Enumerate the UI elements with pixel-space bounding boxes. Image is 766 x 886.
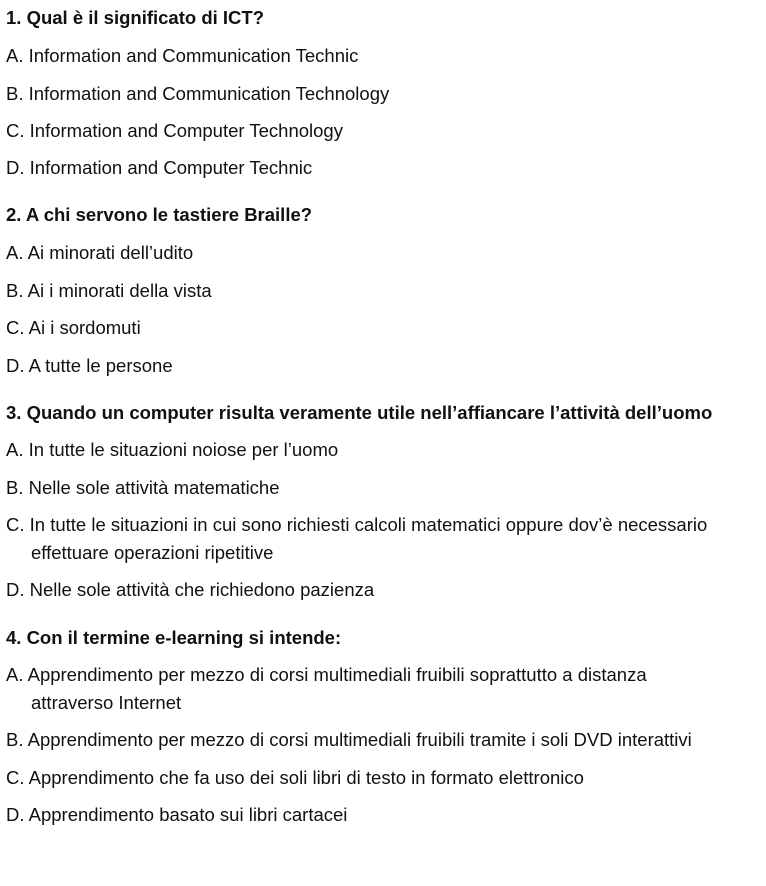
question-1-option-c: C. Information and Computer Technology [6,120,343,141]
question-1-option-a: A. Information and Communication Technic [6,45,359,66]
question-2-option-a: A. Ai minorati dell’udito [6,242,194,263]
question-1-option-b: B. Information and Communication Technology [6,83,390,104]
question-3-option-b: B. Nelle sole attività matematiche [6,477,280,498]
question-3-option-c-continued: effettuare operazioni ripetitive [31,542,274,563]
question-3-option-a: A. In tutte le situazioni noiose per l’uomo [6,439,339,460]
question-3-option-d: D. Nelle sole attività che richiedono pazienza [6,579,375,600]
question-2-option-d: D. A tutte le persone [6,355,173,376]
question-4-title: 4. Con il termine e-learning si intende: [6,627,342,648]
question-4-option-a-continued: attraverso Internet [31,692,182,713]
question-4-option-d: D. Apprendimento basato sui libri cartacei [6,804,348,825]
question-1-option-d: D. Information and Computer Technic [6,157,313,178]
question-2-title: 2. A chi servono le tastiere Braille? [6,204,313,225]
question-3-option-c: C. In tutte le situazioni in cui sono richiesti calcoli matematici oppure dov’è necessario [6,514,708,535]
question-2-option-c: C. Ai i sordomuti [6,317,141,338]
question-4-option-c: C. Apprendimento che fa uso dei soli libri di testo in formato elettronico [6,767,584,788]
question-1-title: 1. Qual è il significato di ICT? [6,7,265,28]
question-4-option-a: A. Apprendimento per mezzo di corsi multimediali fruibili soprattutto a distanza [6,664,647,685]
question-3-title: 3. Quando un computer risulta veramente utile nell’affiancare l’attività dell’uomo [6,402,713,423]
question-2-option-b: B. Ai i minorati della vista [6,280,212,301]
question-4-option-b: B. Apprendimento per mezzo di corsi multimediali fruibili tramite i soli DVD interattivi [6,729,692,750]
